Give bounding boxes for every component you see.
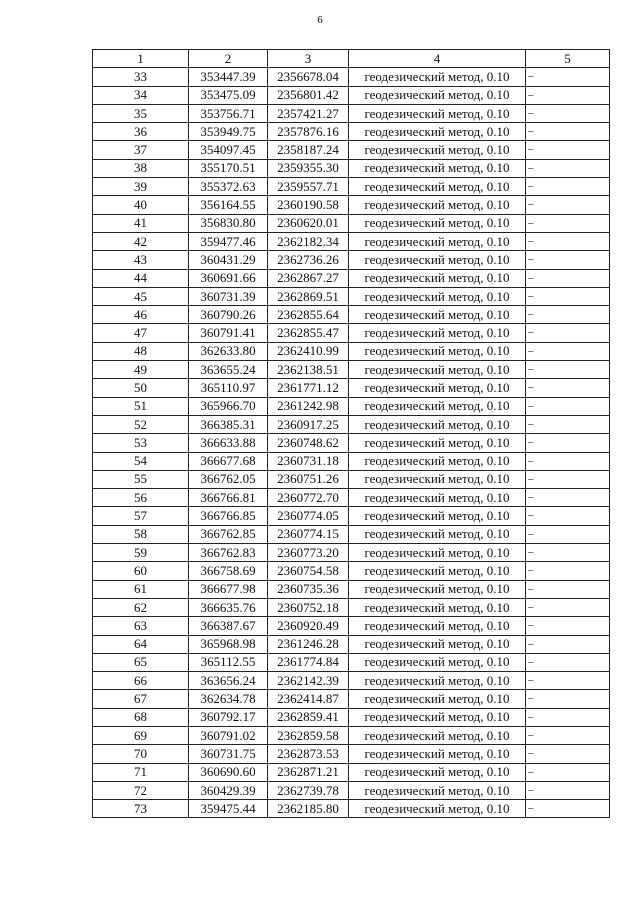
table-cell: 47	[93, 324, 189, 342]
table-cell: геодезический метод, 0.10	[349, 214, 526, 232]
table-header-row	[93, 50, 610, 68]
table-cell: геодезический метод, 0.10	[349, 745, 526, 763]
table-cell: 65	[93, 653, 189, 671]
table-cell: –	[526, 141, 610, 159]
table-cell: 35	[93, 104, 189, 122]
table-cell: 72	[93, 781, 189, 799]
table-cell: 2362855.47	[268, 324, 349, 342]
table-cell: геодезический метод, 0.10	[349, 287, 526, 305]
table-cell: 360691.66	[189, 269, 268, 287]
table-cell: 71	[93, 763, 189, 781]
table-cell: 360791.02	[189, 726, 268, 744]
table-cell: геодезический метод, 0.10	[349, 379, 526, 397]
table-cell: 2362859.58	[268, 726, 349, 744]
table-cell: геодезический метод, 0.10	[349, 781, 526, 799]
table-row	[93, 214, 610, 232]
table-cell: 366762.85	[189, 525, 268, 543]
table-cell: 64	[93, 635, 189, 653]
table-row	[93, 287, 610, 305]
table-cell: 366758.69	[189, 562, 268, 580]
table-cell: геодезический метод, 0.10	[349, 397, 526, 415]
table-cell: геодезический метод, 0.10	[349, 489, 526, 507]
table-row	[93, 232, 610, 250]
table-cell: геодезический метод, 0.10	[349, 361, 526, 379]
table-cell: 366677.68	[189, 452, 268, 470]
table-cell: 61	[93, 580, 189, 598]
table-cell: 365966.70	[189, 397, 268, 415]
table-row	[93, 397, 610, 415]
table-cell: –	[526, 672, 610, 690]
table-cell: геодезический метод, 0.10	[349, 580, 526, 598]
table-body	[93, 68, 610, 818]
table-cell: геодезический метод, 0.10	[349, 800, 526, 818]
table-cell: 2360731.18	[268, 452, 349, 470]
table-cell: 360431.29	[189, 251, 268, 269]
table-cell: геодезический метод, 0.10	[349, 708, 526, 726]
table-row	[93, 489, 610, 507]
table-cell: 2362414.87	[268, 690, 349, 708]
table-cell: 2358187.24	[268, 141, 349, 159]
table-cell: геодезический метод, 0.10	[349, 68, 526, 86]
table-cell: геодезический метод, 0.10	[349, 562, 526, 580]
table-cell: геодезический метод, 0.10	[349, 635, 526, 653]
table-cell: 360791.41	[189, 324, 268, 342]
table-cell: 54	[93, 452, 189, 470]
table-cell: 60	[93, 562, 189, 580]
coordinates-table	[92, 49, 610, 818]
table-cell: 2360752.18	[268, 598, 349, 616]
table-cell: 2360751.26	[268, 470, 349, 488]
table-row	[93, 159, 610, 177]
table-cell: 2360190.58	[268, 196, 349, 214]
table-cell: –	[526, 708, 610, 726]
table-cell: 2362873.53	[268, 745, 349, 763]
table-cell: геодезический метод, 0.10	[349, 342, 526, 360]
table-cell: 38	[93, 159, 189, 177]
table-row	[93, 781, 610, 799]
table-cell: 48	[93, 342, 189, 360]
table-cell: 365110.97	[189, 379, 268, 397]
table-cell: геодезический метод, 0.10	[349, 763, 526, 781]
table-cell: –	[526, 361, 610, 379]
table-cell: 2361771.12	[268, 379, 349, 397]
table-cell: 2356678.04	[268, 68, 349, 86]
table-cell: геодезический метод, 0.10	[349, 672, 526, 690]
table-row	[93, 690, 610, 708]
table-cell: геодезический метод, 0.10	[349, 726, 526, 744]
table-cell: –	[526, 178, 610, 196]
table-cell: 366762.83	[189, 544, 268, 562]
table-cell: 360690.60	[189, 763, 268, 781]
table-row	[93, 251, 610, 269]
table-cell: 44	[93, 269, 189, 287]
table-cell: –	[526, 397, 610, 415]
table-row	[93, 562, 610, 580]
table-cell: 366766.81	[189, 489, 268, 507]
table-cell: 366633.88	[189, 434, 268, 452]
table-cell: 362633.80	[189, 342, 268, 360]
table-cell: 360792.17	[189, 708, 268, 726]
table-cell: 2360748.62	[268, 434, 349, 452]
table-cell: 57	[93, 507, 189, 525]
table-cell: геодезический метод, 0.10	[349, 269, 526, 287]
table-cell: 360731.39	[189, 287, 268, 305]
table-cell: геодезический метод, 0.10	[349, 178, 526, 196]
table-cell: 353447.39	[189, 68, 268, 86]
table-row	[93, 178, 610, 196]
table-cell: 359475.44	[189, 800, 268, 818]
table-cell: 363655.24	[189, 361, 268, 379]
table-cell: –	[526, 617, 610, 635]
table-cell: геодезический метод, 0.10	[349, 415, 526, 433]
table-cell: –	[526, 800, 610, 818]
table-cell: геодезический метод, 0.10	[349, 196, 526, 214]
table-cell: 366387.67	[189, 617, 268, 635]
table-cell: 362634.78	[189, 690, 268, 708]
table-row	[93, 141, 610, 159]
table-cell: 2362739.78	[268, 781, 349, 799]
table-cell: –	[526, 104, 610, 122]
page-number: 6	[317, 14, 323, 26]
table-cell: геодезический метод, 0.10	[349, 434, 526, 452]
table-cell: –	[526, 324, 610, 342]
table-row	[93, 653, 610, 671]
table-cell: –	[526, 415, 610, 433]
table-cell: геодезический метод, 0.10	[349, 324, 526, 342]
table-cell: 365112.55	[189, 653, 268, 671]
table-cell: 2360772.70	[268, 489, 349, 507]
table-cell: –	[526, 196, 610, 214]
table-cell: –	[526, 544, 610, 562]
table-cell: 2362185.80	[268, 800, 349, 818]
table-row	[93, 342, 610, 360]
table-cell: –	[526, 232, 610, 250]
table-cell: 50	[93, 379, 189, 397]
table-cell: 356830.80	[189, 214, 268, 232]
table-row	[93, 672, 610, 690]
column-header: 2	[189, 50, 268, 68]
table-cell: геодезический метод, 0.10	[349, 653, 526, 671]
table-cell: геодезический метод, 0.10	[349, 141, 526, 159]
table-cell: –	[526, 763, 610, 781]
table-row	[93, 617, 610, 635]
table-cell: геодезический метод, 0.10	[349, 306, 526, 324]
table-cell: 33	[93, 68, 189, 86]
table-row	[93, 68, 610, 86]
table-cell: –	[526, 635, 610, 653]
table-row	[93, 415, 610, 433]
table-cell: геодезический метод, 0.10	[349, 617, 526, 635]
table-cell: 366635.76	[189, 598, 268, 616]
table-cell: 2360917.25	[268, 415, 349, 433]
table-cell: 354097.45	[189, 141, 268, 159]
table-cell: 365968.98	[189, 635, 268, 653]
table-row	[93, 379, 610, 397]
table-row	[93, 598, 610, 616]
table-cell: –	[526, 123, 610, 141]
table-cell: –	[526, 580, 610, 598]
table-cell: 2360620.01	[268, 214, 349, 232]
table-row	[93, 544, 610, 562]
table-cell: –	[526, 452, 610, 470]
table-row	[93, 580, 610, 598]
table-cell: геодезический метод, 0.10	[349, 544, 526, 562]
table-row	[93, 726, 610, 744]
table-cell: 2362855.64	[268, 306, 349, 324]
table-cell: –	[526, 470, 610, 488]
table-cell: 353949.75	[189, 123, 268, 141]
table-cell: 55	[93, 470, 189, 488]
table-cell: 66	[93, 672, 189, 690]
table-cell: –	[526, 562, 610, 580]
column-header: 3	[268, 50, 349, 68]
table-cell: 2362736.26	[268, 251, 349, 269]
table-cell: 2362138.51	[268, 361, 349, 379]
table-row	[93, 525, 610, 543]
table-cell: геодезический метод, 0.10	[349, 251, 526, 269]
table-cell: геодезический метод, 0.10	[349, 123, 526, 141]
table-cell: 366677.98	[189, 580, 268, 598]
table-cell: 36	[93, 123, 189, 141]
table-cell: геодезический метод, 0.10	[349, 86, 526, 104]
table-row	[93, 123, 610, 141]
table-cell: геодезический метод, 0.10	[349, 507, 526, 525]
table-cell: 2362410.99	[268, 342, 349, 360]
table-cell: 353756.71	[189, 104, 268, 122]
table-cell: 2362142.39	[268, 672, 349, 690]
table-row	[93, 763, 610, 781]
table-cell: –	[526, 306, 610, 324]
table-cell: 69	[93, 726, 189, 744]
table-row	[93, 745, 610, 763]
table-cell: 2362871.21	[268, 763, 349, 781]
table-cell: 40	[93, 196, 189, 214]
table-cell: 2356801.42	[268, 86, 349, 104]
column-header: 5	[526, 50, 610, 68]
table-cell: –	[526, 434, 610, 452]
table-cell: –	[526, 379, 610, 397]
table-cell: –	[526, 745, 610, 763]
table-cell: 46	[93, 306, 189, 324]
table-cell: 2360773.20	[268, 544, 349, 562]
table-cell: 52	[93, 415, 189, 433]
table-row	[93, 708, 610, 726]
table-cell: –	[526, 269, 610, 287]
table-cell: 2361246.28	[268, 635, 349, 653]
table-row	[93, 434, 610, 452]
table-cell: 353475.09	[189, 86, 268, 104]
table-cell: 2362859.41	[268, 708, 349, 726]
table-cell: –	[526, 287, 610, 305]
table-row	[93, 361, 610, 379]
table-cell: 58	[93, 525, 189, 543]
table-cell: 355372.63	[189, 178, 268, 196]
table-cell: 2357421.27	[268, 104, 349, 122]
table-row	[93, 104, 610, 122]
table-cell: 360731.75	[189, 745, 268, 763]
table-cell: –	[526, 690, 610, 708]
table-cell: –	[526, 68, 610, 86]
table-cell: 2360920.49	[268, 617, 349, 635]
table-cell: 51	[93, 397, 189, 415]
table-cell: геодезический метод, 0.10	[349, 104, 526, 122]
table-cell: 2361774.84	[268, 653, 349, 671]
table-cell: 356164.55	[189, 196, 268, 214]
table-cell: –	[526, 781, 610, 799]
table-cell: 67	[93, 690, 189, 708]
table-cell: геодезический метод, 0.10	[349, 470, 526, 488]
table-cell: –	[526, 726, 610, 744]
table-cell: –	[526, 251, 610, 269]
table-cell: 53	[93, 434, 189, 452]
table-cell: –	[526, 86, 610, 104]
table-row	[93, 269, 610, 287]
table-cell: геодезический метод, 0.10	[349, 159, 526, 177]
table-cell: 41	[93, 214, 189, 232]
table-cell: 2360735.36	[268, 580, 349, 598]
column-header: 1	[93, 50, 189, 68]
table-cell: 355170.51	[189, 159, 268, 177]
table-cell: 2360754.58	[268, 562, 349, 580]
table-cell: 366762.05	[189, 470, 268, 488]
table-cell: 73	[93, 800, 189, 818]
table-cell: –	[526, 525, 610, 543]
table-cell: 2360774.05	[268, 507, 349, 525]
table-cell: геодезический метод, 0.10	[349, 525, 526, 543]
table-cell: 68	[93, 708, 189, 726]
table-cell: 363656.24	[189, 672, 268, 690]
table-cell: –	[526, 489, 610, 507]
table-row	[93, 324, 610, 342]
table-cell: геодезический метод, 0.10	[349, 452, 526, 470]
table-row	[93, 196, 610, 214]
table-cell: геодезический метод, 0.10	[349, 690, 526, 708]
table-row	[93, 470, 610, 488]
table-row	[93, 800, 610, 818]
table-cell: 37	[93, 141, 189, 159]
table-cell: 2361242.98	[268, 397, 349, 415]
table-cell: 2359355.30	[268, 159, 349, 177]
table-cell: –	[526, 342, 610, 360]
table-cell: 39	[93, 178, 189, 196]
table-cell: 45	[93, 287, 189, 305]
table-row	[93, 306, 610, 324]
table-cell: 366766.85	[189, 507, 268, 525]
table-row	[93, 452, 610, 470]
column-header: 4	[349, 50, 526, 68]
table-cell: 2360774.15	[268, 525, 349, 543]
table-row	[93, 507, 610, 525]
table-cell: 360790.26	[189, 306, 268, 324]
table-cell: 63	[93, 617, 189, 635]
table-cell: геодезический метод, 0.10	[349, 598, 526, 616]
table-cell: 56	[93, 489, 189, 507]
table-cell: 49	[93, 361, 189, 379]
table-cell: 34	[93, 86, 189, 104]
table-cell: 360429.39	[189, 781, 268, 799]
table-cell: 2362869.51	[268, 287, 349, 305]
table-cell: 42	[93, 232, 189, 250]
table-cell: –	[526, 159, 610, 177]
table-cell: 43	[93, 251, 189, 269]
table-cell: –	[526, 507, 610, 525]
table-cell: 366385.31	[189, 415, 268, 433]
table-cell: 2359557.71	[268, 178, 349, 196]
table-cell: геодезический метод, 0.10	[349, 232, 526, 250]
table-cell: –	[526, 214, 610, 232]
table-cell: 62	[93, 598, 189, 616]
table-row	[93, 635, 610, 653]
table-cell: –	[526, 653, 610, 671]
table-cell: 2357876.16	[268, 123, 349, 141]
table-cell: 2362867.27	[268, 269, 349, 287]
table-cell: 59	[93, 544, 189, 562]
table-cell: 70	[93, 745, 189, 763]
table-cell: 359477.46	[189, 232, 268, 250]
table-cell: –	[526, 598, 610, 616]
table-cell: 2362182.34	[268, 232, 349, 250]
table-row	[93, 86, 610, 104]
